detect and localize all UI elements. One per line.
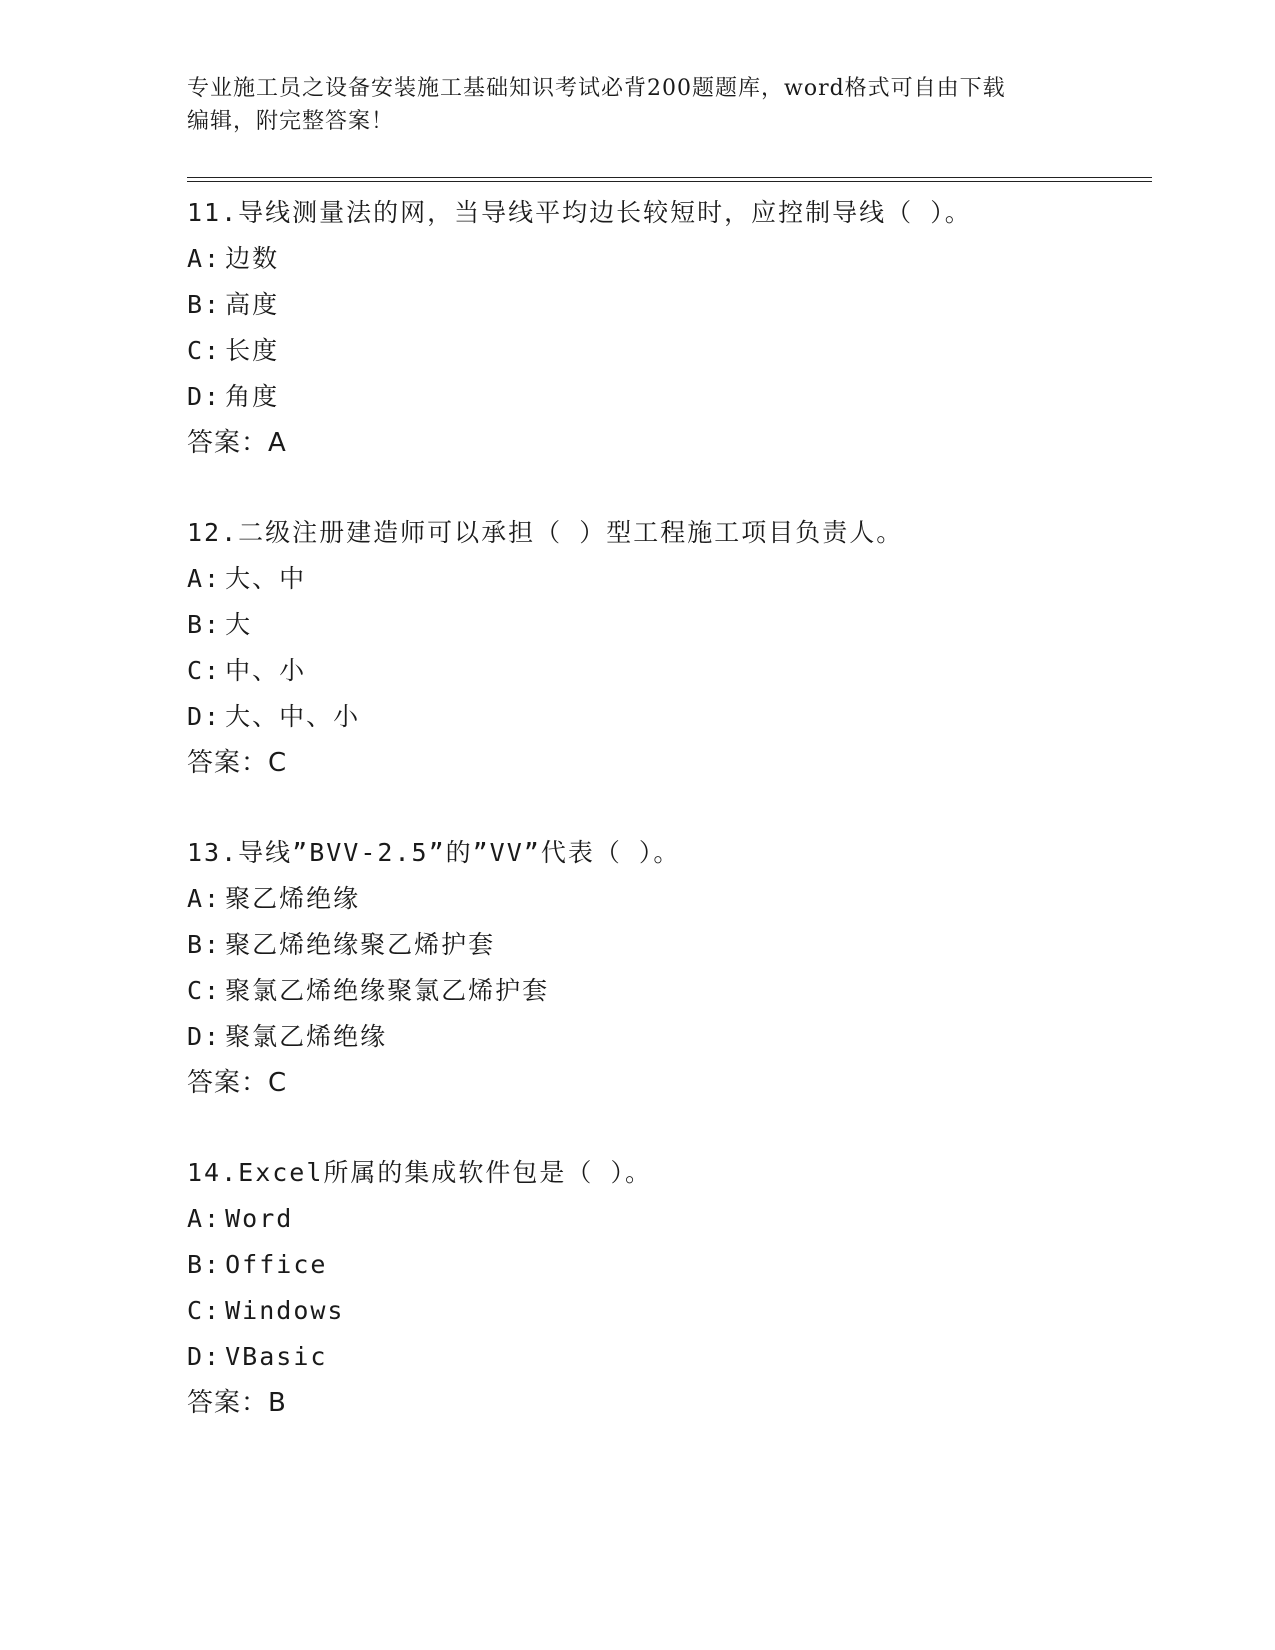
option-d	[187, 1014, 1152, 1060]
option-letter: C:	[187, 656, 222, 685]
option-letter: D:	[187, 382, 222, 411]
option-b	[187, 282, 1152, 328]
option-text: Office	[225, 1250, 328, 1279]
option-c	[187, 968, 1152, 1014]
option-d	[187, 694, 1152, 740]
question-11	[187, 190, 1152, 510]
option-b	[187, 1242, 1152, 1288]
option-a	[187, 556, 1152, 602]
document-header	[187, 72, 1067, 138]
option-b	[187, 602, 1152, 648]
option-text: 聚乙烯绝缘	[225, 884, 361, 913]
option-text: 角度	[225, 382, 280, 411]
option-letter: A:	[187, 1204, 222, 1233]
option-text: Word	[225, 1204, 294, 1233]
option-letter: B:	[187, 930, 222, 959]
option-c	[187, 1288, 1152, 1334]
option-text: Windows	[225, 1296, 345, 1325]
question-12	[187, 510, 1152, 830]
option-a	[187, 236, 1152, 282]
option-text: 大	[225, 610, 253, 639]
question-13	[187, 830, 1152, 1150]
option-text: 高度	[225, 290, 280, 319]
question-stem: 14.Excel所属的集成软件包是（ ）。	[187, 1158, 652, 1187]
option-letter: D:	[187, 702, 222, 731]
option-text: 边数	[225, 244, 280, 273]
question-list	[187, 190, 1152, 1470]
option-letter: A:	[187, 884, 222, 913]
answer-line: 答案：C	[187, 748, 288, 778]
question-stem: 12.二级注册建造师可以承担（ ）型工程施工项目负责人。	[187, 518, 904, 547]
header-title-line-2: 编辑，附完整答案！	[187, 109, 395, 134]
option-letter: B:	[187, 290, 222, 319]
option-text: 中、小	[225, 656, 307, 685]
option-a	[187, 876, 1152, 922]
option-letter: C:	[187, 976, 222, 1005]
option-letter: D:	[187, 1342, 222, 1371]
option-letter: C:	[187, 1296, 222, 1325]
header-double-rule	[187, 177, 1152, 182]
option-d	[187, 1334, 1152, 1380]
option-text: 大、中	[225, 564, 307, 593]
answer-line: 答案：A	[187, 428, 287, 458]
option-text: 聚氯乙烯绝缘	[225, 1022, 388, 1051]
option-text: 聚乙烯绝缘聚乙烯护套	[225, 930, 496, 959]
answer-line: 答案：B	[187, 1388, 287, 1418]
option-letter: A:	[187, 564, 222, 593]
option-text: 大、中、小	[225, 702, 361, 731]
header-title-line-1: 专业施工员之设备安装施工基础知识考试必背200题题库，word格式可自由下载	[187, 76, 1006, 101]
option-letter: D:	[187, 1022, 222, 1051]
question-stem: 11.导线测量法的网，当导线平均边长较短时，应控制导线（ ）。	[187, 198, 972, 227]
option-text: 长度	[225, 336, 280, 365]
option-text: VBasic	[225, 1342, 328, 1371]
option-c	[187, 328, 1152, 374]
option-a	[187, 1196, 1152, 1242]
question-14	[187, 1150, 1152, 1470]
option-text: 聚氯乙烯绝缘聚氯乙烯护套	[225, 976, 550, 1005]
question-stem: 13.导线”BVV-2.5”的”VV”代表（ ）。	[187, 838, 681, 867]
option-letter: B:	[187, 610, 222, 639]
option-d	[187, 374, 1152, 420]
option-letter: A:	[187, 244, 222, 273]
answer-line: 答案：C	[187, 1068, 288, 1098]
option-letter: C:	[187, 336, 222, 365]
option-letter: B:	[187, 1250, 222, 1279]
option-b	[187, 922, 1152, 968]
option-c	[187, 648, 1152, 694]
